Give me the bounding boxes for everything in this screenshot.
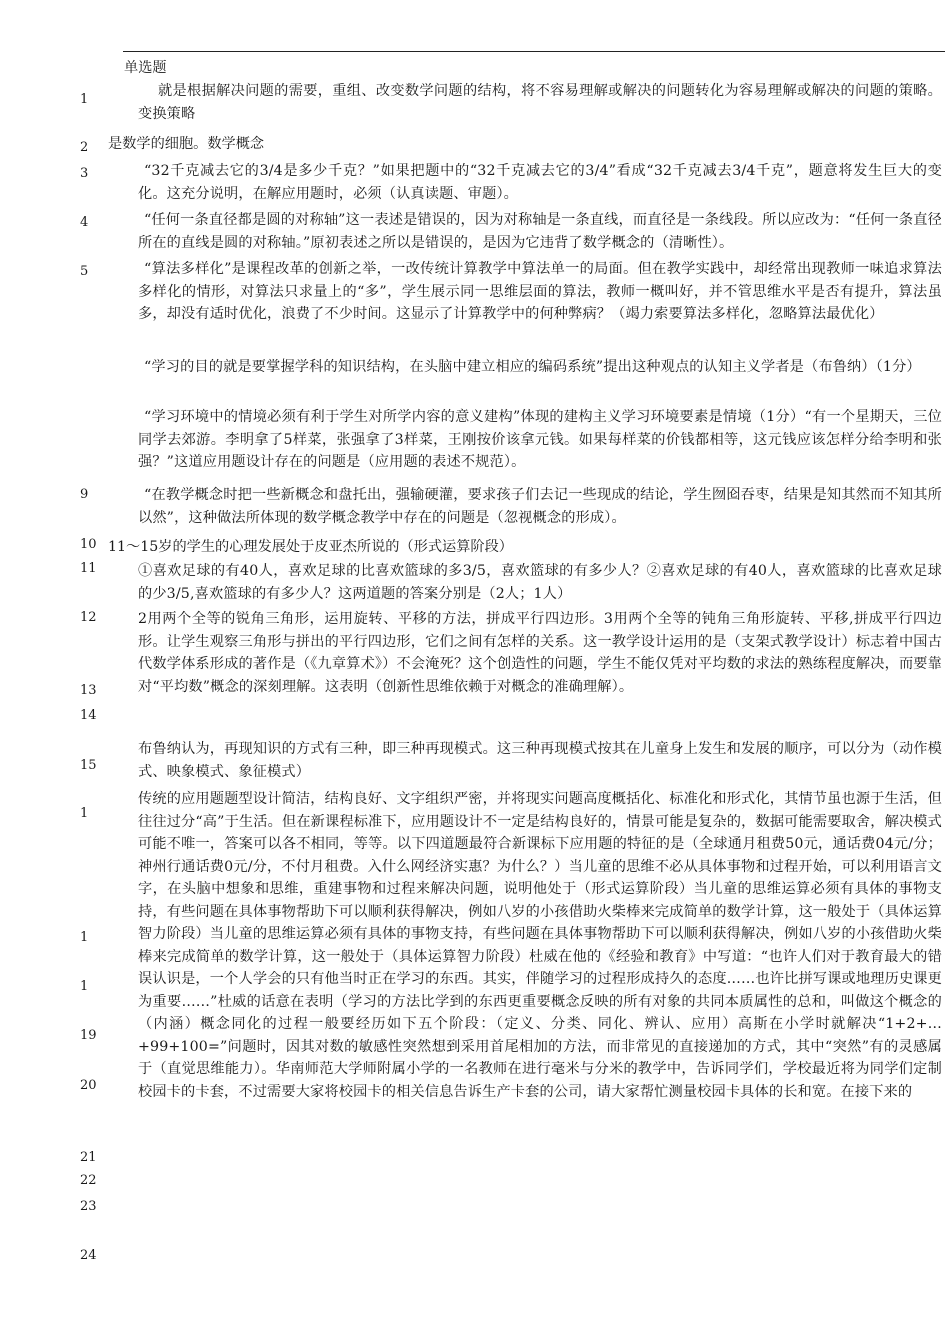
question-text: “任何一条直径都是圆的对称轴”这一表述是错误的，因为对称轴是一条直线，而直径是一条线段。所以应改为：“任何一条直径所在的直线是圆的对称轴。”原初表述之所以是错误的，是因为它违背了数学概念的（清晰性）。 (138, 212, 942, 251)
question-text: 2用两个全等的锐角三角形，运用旋转、平移的方法，拼成平行四边形。3用两个全等的钝角三角形旋转、平移,拼成平行四边形。让学生观察三角形与拼出的平行四边形，它们之间有怎样的关系。这一教学设计运用的是（支架式教学设计）标志着中国古代数学体系形成的著作是（《九章算术》）不会淹死？这个创造性的问题，学生不能仅凭对平均数的求法的熟练程度解决，而要靠对“平均数”概念的深刻理解。这表明（创新性思维依赖于对概念的准确理解）。 (138, 611, 942, 695)
question-text: 11〜15岁的学生的心理发展处于皮亚杰所说的（形式运算阶段） (108, 539, 513, 555)
question-number: 4 (80, 215, 89, 230)
header-rule (123, 51, 945, 52)
question-number: 19 (80, 1028, 97, 1043)
question-text: 布鲁纳认为，再现知识的方式有三种，即三种再现模式。这三种再现模式按其在儿童身上发生和发展的顺序，可以分为（动作模式、映象模式、象征模式） (138, 741, 942, 780)
question-text: 是数学的细胞。数学概念 (108, 136, 265, 152)
question-text: “学习环境中的情境必须有利于学生对所学内容的意义建构”体现的建构主义学习环境要素是情境（1分）“有一个星期天，三位同学去郊游。李明拿了5样菜，张强拿了3样菜，王刚按价该拿元钱。如果每样菜的价钱都相等，这元钱应该怎样分给李明和张强？”这道应用题设计存在的问题是（应用题的表述不规范）。 (138, 409, 942, 470)
question-number: 11 (80, 561, 97, 576)
question-number: 2 (80, 140, 89, 155)
question-text: 传统的应用题题型设计简洁，结构良好、文字组织严密，并将现实问题高度概括化、标准化和形式化，其情节虽也源于生活，但往往过分“高”于生活。但在新课程标准下，应用题设计不一定是结构良好的，情景可能是复杂的，数据可能需要取舍，解决模式可能不唯一，答案可以各不相同，等等。以下四道题最符合新课标下应用题的特征的是（全球通月租费50元，通话费04元/分；神州行通话费0元/分，不付月租费。入什么网经济实惠？为什么？）当儿童的思维不必从具体事物和过程开始，可以利用语言文字，在头脑中想象和思维，重建事物和过程来解决问题，说明他处于（形式运算阶段）当儿童的思维运算必须有具体的事物支持，有些问题在具体事物帮助下可以顺利获得解决，例如八岁的小孩借助火柴棒来完成简单的数学计算，这一般处于（具体运算智力阶段）当儿童的思维运算必须有具体的事物支持，有些问题在具体事物帮助下可以顺利获得解决，例如八岁的小孩借助火柴棒来完成简单的数学计算，这一般处于（具体运算智力阶段）杜威在他的《经验和教育》中写道：“也许人们对于教育最大的错误认识是，一个人学会的只有他当时正在学习的东西。其实，伴随学习的过程形成持久的态度……也许比拼写课或地理历史课更为重要……”杜威的话意在表明（学习的方法比学到的东西更重要概念反映的所有对象的共同本质属性的总和，叫做这个概念的（内涵）概念同化的过程一般要经历如下五个阶段：（定义、分类、同化、辨认、应用）高斯在小学时就解决“1+2+…+99+100=”问题时，因其对数的敏感性突然想到采用首尾相加的方法，而非常见的直接递加的方式，其中“突然”有的灵感属于（直觉思维能力）。华南师范大学师附属小学的一名教师在进行毫米与分米的教学中，告诉同学们，学校最近将为同学们定制校园卡的卡套，不过需要大家将校园卡的相关信息告诉生产卡套的公司，请大家帮忙测量校园卡具体的长和宽。在接下来的 (138, 791, 942, 1100)
question-number: 22 (80, 1173, 97, 1188)
question-number: 12 (80, 610, 97, 625)
question-number: 9 (80, 487, 89, 502)
question-number: 24 (80, 1248, 97, 1263)
question-text: “算法多样化”是课程改革的创新之举，一改传统计算教学中算法单一的局面。但在教学实践中，却经常出现教师一味追求算法多样化的情形，对算法只求量上的“多”，学生展示同一思维层面的算法，教师一概叫好，并不管思维水平是否有提升，算法虽多，却没有适时优化，浪费了不少时间。这显示了计算教学中的何种弊病？（竭力索要算法多样化，忽略算法最优化） (138, 261, 942, 322)
question-number: 1 (80, 806, 89, 821)
question-number: 1 (80, 930, 89, 945)
question-number: 5 (80, 264, 89, 279)
question-text: ①喜欢足球的有40人，喜欢足球的比喜欢篮球的多3/5，喜欢篮球的有多少人？②喜欢足球的有40人，喜欢篮球的比喜欢足球的少3/5,喜欢篮球的有多少人？这两道题的答案分别是（2人；1人） (138, 563, 942, 602)
question-text: “学习的目的就是要掌握学科的知识结构，在头脑中建立相应的编码系统”提出这种观点的认知主义学者是（布鲁纳）（1分） (144, 359, 921, 375)
question-number: 10 (80, 537, 97, 552)
question-number: 13 (80, 683, 97, 698)
question-number: 20 (80, 1078, 97, 1093)
question-number: 15 (80, 758, 97, 773)
question-number: 21 (80, 1150, 97, 1165)
question-text: 就是根据解决问题的需要，重组、改变数学问题的结构，将不容易理解或解决的问题转化为容易理解或解决的问题的策略。变换策略 (138, 83, 942, 122)
question-number: 1 (80, 92, 89, 107)
question-text: “在教学概念时把一些新概念和盘托出，强输硬灌，要求孩子们去记一些现成的结论，学生囫囵吞枣，结果是知其然而不知其所以然”，这种做法所体现的数学概念教学中存在的问题是（忽视概念的形成）。 (138, 487, 942, 526)
section-title: 单选题 (124, 60, 167, 76)
question-number: 3 (80, 166, 89, 181)
question-number: 23 (80, 1199, 97, 1214)
question-text: “32千克减去它的3/4是多少千克？”如果把题中的“32千克减去它的3/4”看成“32千克减去3/4千克”，题意将发生巨大的变化。这充分说明，在解应用题时，必须（认真读题、审题）。 (138, 163, 942, 202)
question-number: 1 (80, 979, 89, 994)
question-number: 14 (80, 708, 97, 723)
